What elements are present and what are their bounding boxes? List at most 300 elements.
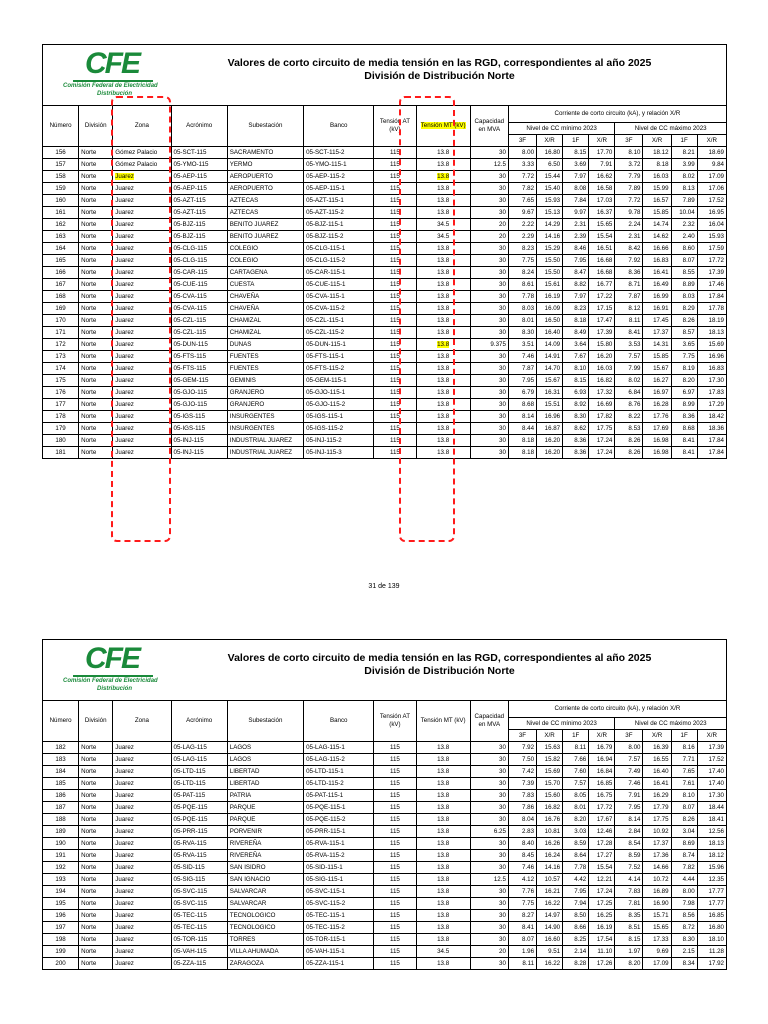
table-cell: 197 — [43, 922, 79, 934]
table-cell: 8.10 — [563, 363, 589, 375]
table-cell: 115 — [374, 387, 416, 399]
table-cell: 199 — [43, 946, 79, 958]
table-cell: 7.78 — [508, 291, 536, 303]
table-row — [43, 742, 727, 754]
table-cell: 8.05 — [563, 790, 589, 802]
table-cell: 187 — [43, 802, 79, 814]
table-row — [43, 339, 727, 351]
table-cell: 8.71 — [615, 279, 643, 291]
table-cell: 2.31 — [615, 231, 643, 243]
table-cell: 16.21 — [537, 886, 563, 898]
table-cell: 17.78 — [697, 303, 726, 315]
table-cell: 13.8 — [416, 435, 470, 447]
table-row — [43, 958, 727, 970]
table-cell: 30 — [470, 814, 508, 826]
table-cell: 05-PRR-115 — [171, 826, 227, 838]
table-cell: SALVARCAR — [227, 886, 303, 898]
table-cell: 8.36 — [563, 447, 589, 459]
table-cell: 4.44 — [671, 874, 697, 886]
table-cell: Norte — [79, 279, 113, 291]
table-cell: 164 — [43, 243, 79, 255]
table-cell: 15.65 — [643, 922, 671, 934]
table-cell: SACRAMENTO — [227, 147, 303, 159]
table-cell: 16.20 — [589, 351, 615, 363]
table-cell: 15.54 — [589, 862, 615, 874]
table-cell: 16.98 — [643, 447, 671, 459]
table-cell: 15.99 — [643, 183, 671, 195]
table-cell: CUESTA — [227, 279, 303, 291]
table-cell: 05-AEP-115 — [171, 171, 227, 183]
table-cell: Juarez — [113, 207, 171, 219]
table-cell: 8.57 — [671, 327, 697, 339]
table-cell: 8.36 — [563, 435, 589, 447]
table-cell: 8.44 — [508, 423, 536, 435]
table-cell: Norte — [79, 231, 113, 243]
table-cell: 8.18 — [508, 435, 536, 447]
table-cell: 8.55 — [671, 267, 697, 279]
table-cell: 8.42 — [615, 243, 643, 255]
table-cell: 05-CVA-115 — [171, 303, 227, 315]
table-cell: 115 — [374, 423, 416, 435]
table-cell: 13.8 — [416, 195, 470, 207]
table-cell: 8.11 — [615, 315, 643, 327]
table-cell: PORVENIR — [227, 826, 303, 838]
table-cell: 115 — [374, 790, 416, 802]
table-cell: 30 — [470, 411, 508, 423]
table-cell: 05-PQE-115 — [171, 814, 227, 826]
table-cell: Norte — [79, 291, 113, 303]
table-cell: Gómez Palacio — [113, 147, 171, 159]
table-cell: Norte — [79, 171, 113, 183]
table-cell: Juarez — [113, 850, 171, 862]
table-cell: 7.95 — [615, 802, 643, 814]
header-sub-3: X/R — [589, 730, 615, 742]
table-row — [43, 375, 727, 387]
table-cell: 15.85 — [643, 207, 671, 219]
table-cell: 2.29 — [508, 231, 536, 243]
table-cell: 30 — [470, 423, 508, 435]
table-cell: 16.04 — [697, 219, 726, 231]
table-cell: 181 — [43, 447, 79, 459]
table-cell: 172 — [43, 339, 79, 351]
table-cell: 7.75 — [671, 351, 697, 363]
table-cell: 05-RVA-115-1 — [304, 838, 374, 850]
table-cell: 115 — [374, 754, 416, 766]
table-cell: 05-CAR-115 — [171, 267, 227, 279]
table-cell: 17.40 — [697, 766, 726, 778]
table-cell: 8.62 — [563, 423, 589, 435]
table-cell: 14.62 — [643, 231, 671, 243]
table-cell: 05-FTS-115-2 — [304, 363, 374, 375]
table-cell: 6.93 — [563, 387, 589, 399]
table-cell: 195 — [43, 898, 79, 910]
table-cell: 17.22 — [589, 291, 615, 303]
table-cell: 05-SVC-115 — [171, 898, 227, 910]
table-cell: 17.26 — [589, 958, 615, 970]
table-cell: 8.14 — [615, 814, 643, 826]
table-cell: 14.31 — [643, 339, 671, 351]
table-cell: 8.07 — [508, 934, 536, 946]
table-cell: 05-INJ-115 — [171, 435, 227, 447]
table-cell: 30 — [470, 435, 508, 447]
table-cell: LIBERTAD — [227, 778, 303, 790]
table-cell: 194 — [43, 886, 79, 898]
table-cell: 7.97 — [563, 171, 589, 183]
table-cell: Juarez — [113, 423, 171, 435]
table-cell: 115 — [374, 327, 416, 339]
table-cell: 7.67 — [563, 351, 589, 363]
table-cell: 8.89 — [671, 279, 697, 291]
table-cell: 10.04 — [671, 207, 697, 219]
table-cell: Norte — [79, 351, 113, 363]
table-cell: 15.93 — [537, 195, 563, 207]
table-cell: 7.49 — [615, 766, 643, 778]
table-cell: 7.86 — [508, 802, 536, 814]
table-row — [43, 195, 727, 207]
table-row — [43, 207, 727, 219]
table-cell: 14.16 — [537, 231, 563, 243]
table-cell: 8.99 — [671, 399, 697, 411]
table-cell: 30 — [470, 363, 508, 375]
table-cell: 17.84 — [697, 447, 726, 459]
table-cell: 17.77 — [697, 898, 726, 910]
table-cell: 13.8 — [416, 898, 470, 910]
table-cell: Norte — [79, 886, 113, 898]
table-cell: 05-CLG-115 — [171, 243, 227, 255]
table-cell: 17.54 — [589, 934, 615, 946]
table-row — [43, 934, 727, 946]
table-cell: 13.8 — [416, 850, 470, 862]
table-cell: CARTAGENA — [227, 267, 303, 279]
table-cell: 30 — [470, 387, 508, 399]
table-cell: 178 — [43, 411, 79, 423]
table-cell: 8.61 — [508, 279, 536, 291]
table-row — [43, 423, 727, 435]
table-cell: 115 — [374, 934, 416, 946]
header-sub-1: X/R — [537, 135, 563, 147]
table-cell: 189 — [43, 826, 79, 838]
table-cell: 17.24 — [589, 435, 615, 447]
table-cell: 183 — [43, 754, 79, 766]
table-cell: 15.93 — [697, 231, 726, 243]
table-cell: 20 — [470, 946, 508, 958]
table-cell: 15.85 — [643, 351, 671, 363]
table-cell: 115 — [374, 399, 416, 411]
table-cell: Norte — [79, 195, 113, 207]
header-numero-2: Número — [43, 701, 79, 742]
table-cell: 8.07 — [671, 802, 697, 814]
header-sub-7: X/R — [697, 730, 726, 742]
table-cell: 05-TEC-115-1 — [304, 910, 374, 922]
table-cell: 15.44 — [537, 171, 563, 183]
table-cell: 115 — [374, 411, 416, 423]
table-cell: 15.51 — [537, 399, 563, 411]
table-cell: 05-GEM-115-1 — [304, 375, 374, 387]
header-max-group: Nivel de CC máximo 2023 — [615, 123, 727, 135]
table-cell: 30 — [470, 778, 508, 790]
table-cell: 13.8 — [416, 874, 470, 886]
table-cell: 13.8 — [416, 339, 470, 351]
table-cell: 05-CZL-115-1 — [304, 315, 374, 327]
table-cell: 05-AZT-115-1 — [304, 195, 374, 207]
table-cell: 05-AEP-115-1 — [304, 183, 374, 195]
table-cell: Juarez — [113, 351, 171, 363]
table-cell: 115 — [374, 862, 416, 874]
table-cell: 7.72 — [508, 171, 536, 183]
table-cell: INDUSTRIAL JUAREZ — [227, 435, 303, 447]
table-cell: Juarez — [113, 447, 171, 459]
table-row — [43, 802, 727, 814]
table-cell: 166 — [43, 267, 79, 279]
table-row — [43, 838, 727, 850]
table-cell: 05-FTS-115 — [171, 363, 227, 375]
table-cell: 8.23 — [508, 243, 536, 255]
table-cell: Norte — [79, 838, 113, 850]
table-cell: SAN IGNACIO — [227, 874, 303, 886]
page-number: 31 de 139 — [368, 583, 400, 590]
short-circuit-table-2 — [42, 700, 727, 970]
table-cell: 2.31 — [563, 219, 589, 231]
table-cell: GRANJERO — [227, 399, 303, 411]
table-cell: 16.66 — [643, 243, 671, 255]
table-cell: 05-VAH-115-1 — [304, 946, 374, 958]
table-cell: 191 — [43, 850, 79, 862]
table-cell: 05-GJO-115-2 — [304, 399, 374, 411]
table-row — [43, 754, 727, 766]
table-cell: 05-PQE-115-2 — [304, 814, 374, 826]
table-cell: 17.67 — [589, 814, 615, 826]
table-cell: 05-SID-115 — [171, 862, 227, 874]
logo-text-2: CFE — [85, 642, 139, 675]
table-cell: 17.27 — [589, 850, 615, 862]
table-cell: 16.41 — [643, 267, 671, 279]
table-cell: 115 — [374, 363, 416, 375]
table-cell: 13.8 — [416, 315, 470, 327]
table-row — [43, 922, 727, 934]
table-cell: 10.81 — [537, 826, 563, 838]
table-cell: 05-SVC-115-2 — [304, 898, 374, 910]
table-cell: 7.50 — [508, 754, 536, 766]
table-row — [43, 790, 727, 802]
table-cell: 8.60 — [671, 243, 697, 255]
table-row — [43, 766, 727, 778]
table-cell: 05-GJO-115 — [171, 399, 227, 411]
table-cell: 188 — [43, 814, 79, 826]
table-cell: 05-IGS-115 — [171, 423, 227, 435]
table-cell: 17.39 — [697, 267, 726, 279]
table-cell: 17.72 — [697, 255, 726, 267]
table-cell: 05-PQE-115 — [171, 802, 227, 814]
table-cell: 15.69 — [697, 339, 726, 351]
table-cell: TECNOLOGICO — [227, 910, 303, 922]
table-cell: CHAMIZAL — [227, 327, 303, 339]
table-cell: TORRES — [227, 934, 303, 946]
table-cell: 8.15 — [563, 375, 589, 387]
table-cell: 4.42 — [563, 874, 589, 886]
table-cell: 176 — [43, 387, 79, 399]
table-cell: 8.10 — [615, 147, 643, 159]
table-cell: Norte — [79, 363, 113, 375]
table-cell: RIVEREÑA — [227, 838, 303, 850]
table-cell: 05-PQE-115-1 — [304, 802, 374, 814]
table-cell: 158 — [43, 171, 79, 183]
table-cell: 184 — [43, 766, 79, 778]
table-cell: 115 — [374, 339, 416, 351]
table-cell: 8.66 — [563, 922, 589, 934]
table-cell: 30 — [470, 754, 508, 766]
table-cell: 17.59 — [697, 243, 726, 255]
table-cell: 11.10 — [589, 946, 615, 958]
table-cell: Norte — [79, 267, 113, 279]
table-cell: 16.41 — [643, 778, 671, 790]
table-cell: 05-FTS-115 — [171, 351, 227, 363]
table-cell: 7.87 — [508, 363, 536, 375]
table-cell: 7.39 — [508, 778, 536, 790]
table-cell: 05-LTD-115 — [171, 778, 227, 790]
table-cell: 13.8 — [416, 826, 470, 838]
table-cell: 30 — [470, 195, 508, 207]
table-row — [43, 435, 727, 447]
table-cell: 05-SCT-115-2 — [304, 147, 374, 159]
table-cell: 15.50 — [537, 267, 563, 279]
table-cell: Norte — [79, 447, 113, 459]
table-cell: 7.46 — [508, 862, 536, 874]
table-cell: 16.96 — [537, 411, 563, 423]
table-cell: 3.72 — [615, 159, 643, 171]
table-cell: 16.24 — [537, 850, 563, 862]
table-cell: Juarez — [113, 279, 171, 291]
table-cell: 8.72 — [671, 922, 697, 934]
header-sub-3: X/R — [589, 135, 615, 147]
table-cell: 14.29 — [537, 219, 563, 231]
table-cell: 3.33 — [508, 159, 536, 171]
header-zona-2: Zona — [113, 701, 171, 742]
table-cell: PARQUE — [227, 802, 303, 814]
table-cell: 115 — [374, 351, 416, 363]
table-cell: ZARAGOZA — [227, 958, 303, 970]
table-cell: 13.8 — [416, 742, 470, 754]
table-cell: 15.96 — [697, 862, 726, 874]
table-cell: Juarez — [113, 766, 171, 778]
table-cell: SAN ISIDRO — [227, 862, 303, 874]
table-cell: Norte — [79, 778, 113, 790]
table-cell: 13.8 — [416, 159, 470, 171]
table-cell: 174 — [43, 363, 79, 375]
table-cell: 30 — [470, 447, 508, 459]
table-cell: 16.26 — [537, 838, 563, 850]
header-numero: Número — [43, 106, 79, 147]
table-row — [43, 243, 727, 255]
table-cell: 30 — [470, 790, 508, 802]
table-cell: 7.57 — [615, 351, 643, 363]
table-cell: 13.8 — [416, 934, 470, 946]
table-cell: 12.21 — [589, 874, 615, 886]
table-cell: 05-FTS-115-1 — [304, 351, 374, 363]
table-cell: 169 — [43, 303, 79, 315]
table-cell: 115 — [374, 898, 416, 910]
table-cell: FUENTES — [227, 363, 303, 375]
table-cell: 7.76 — [508, 886, 536, 898]
header-sub-2: 1F — [563, 135, 589, 147]
table-cell: 17.70 — [589, 147, 615, 159]
header-banco-2: Banco — [304, 701, 374, 742]
table-cell: 13.8 — [416, 423, 470, 435]
table-cell: 8.46 — [563, 243, 589, 255]
table-cell: Norte — [79, 898, 113, 910]
table-cell: 13.8 — [416, 291, 470, 303]
table-cell: 05-AZT-115 — [171, 207, 227, 219]
table-cell: 7.92 — [508, 742, 536, 754]
table-cell: 180 — [43, 435, 79, 447]
table-row — [43, 255, 727, 267]
table-cell: 13.8 — [416, 243, 470, 255]
table-row — [43, 387, 727, 399]
table-cell: 160 — [43, 195, 79, 207]
table-cell: 8.54 — [615, 838, 643, 850]
table-cell: 7.71 — [671, 754, 697, 766]
table-cell: 17.32 — [589, 387, 615, 399]
table-cell: 7.91 — [615, 790, 643, 802]
table-cell: 6.25 — [470, 826, 508, 838]
table-cell: 16.85 — [697, 910, 726, 922]
table-cell: 17.29 — [697, 399, 726, 411]
table-cell: 8.27 — [508, 910, 536, 922]
table-cell: 17.45 — [643, 315, 671, 327]
table-row — [43, 291, 727, 303]
table-row — [43, 351, 727, 363]
table-cell: Juarez — [113, 790, 171, 802]
table-cell: 8.26 — [615, 447, 643, 459]
table-cell: 2.32 — [671, 219, 697, 231]
table-cell: 13.8 — [416, 183, 470, 195]
table-cell: 8.11 — [508, 958, 536, 970]
table-cell: 13.8 — [416, 802, 470, 814]
table-cell: 16.03 — [643, 171, 671, 183]
table-cell: 8.11 — [563, 742, 589, 754]
table-cell: 18.10 — [697, 934, 726, 946]
table-cell: 16.68 — [589, 267, 615, 279]
table-cell: 10.57 — [537, 874, 563, 886]
table-cell: 18.69 — [697, 147, 726, 159]
header-corriente-group: Corriente de corto circuito (kA), y relación X/R — [508, 106, 726, 123]
table-row — [43, 946, 727, 958]
table-cell: CHAVEÑA — [227, 291, 303, 303]
table-cell: 30 — [470, 958, 508, 970]
table-cell: 30 — [470, 303, 508, 315]
table-cell: 15.82 — [537, 754, 563, 766]
table-cell: 05-BJZ-115-1 — [304, 219, 374, 231]
table-cell: 8.00 — [615, 742, 643, 754]
table-cell: 30 — [470, 279, 508, 291]
table-cell: 13.8 — [416, 838, 470, 850]
table-cell: Norte — [79, 802, 113, 814]
table-cell: 3.04 — [671, 826, 697, 838]
table-cell: 17.52 — [697, 754, 726, 766]
table-cell: 115 — [374, 814, 416, 826]
table-cell: 30 — [470, 922, 508, 934]
table-cell: 05-RVA-115-2 — [304, 850, 374, 862]
table-cell: 175 — [43, 375, 79, 387]
table-cell: 20 — [470, 231, 508, 243]
table-cell: 8.36 — [671, 411, 697, 423]
table-cell: GEMINIS — [227, 375, 303, 387]
table-cell: 16.19 — [537, 291, 563, 303]
table-cell: 7.94 — [563, 898, 589, 910]
table-cell: 17.79 — [643, 802, 671, 814]
table-cell: 9.84 — [697, 159, 726, 171]
table-cell: 13.8 — [416, 766, 470, 778]
table-cell: BENITO JUAREZ — [227, 231, 303, 243]
